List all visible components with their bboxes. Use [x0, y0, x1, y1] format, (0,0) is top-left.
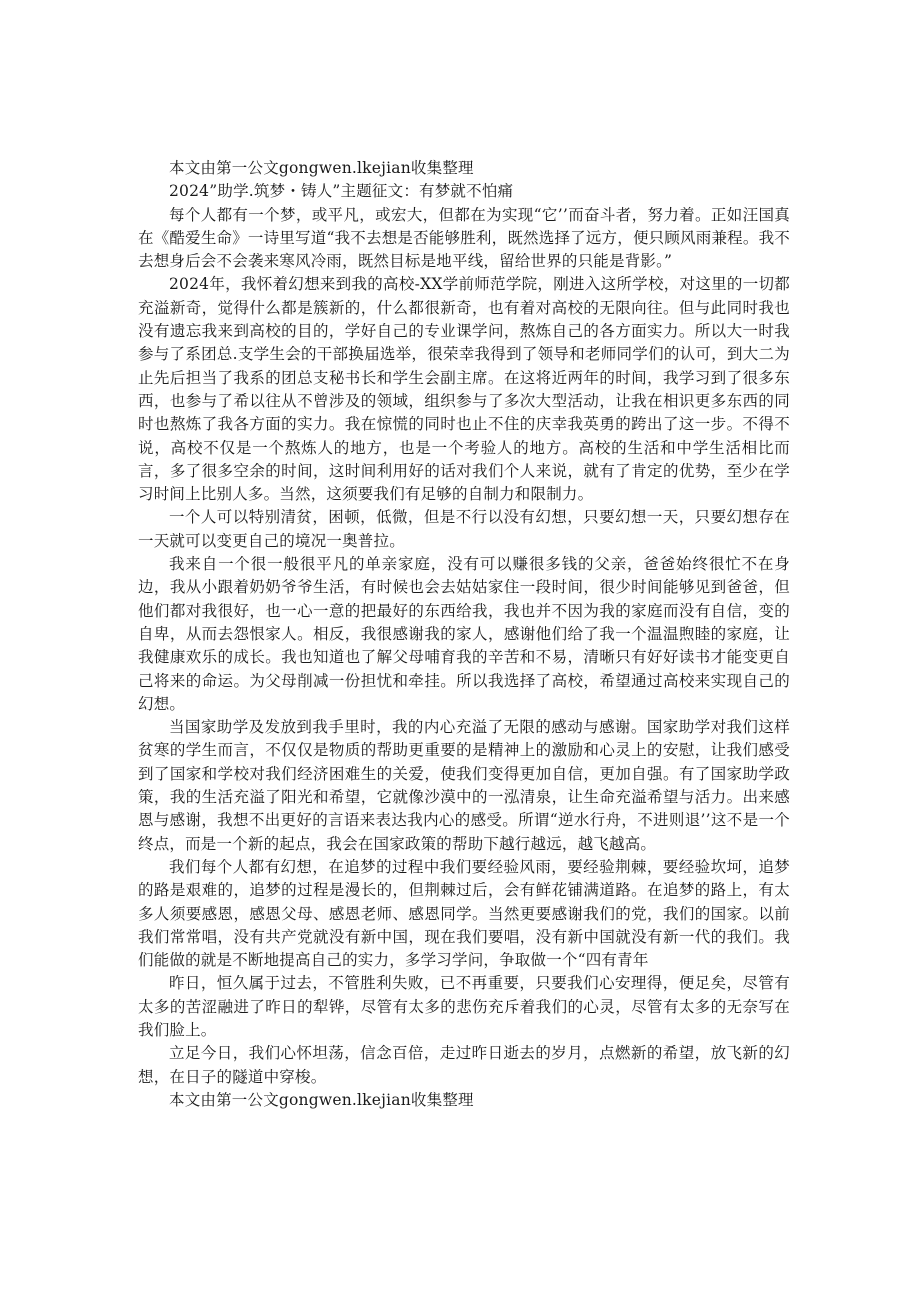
paragraph: 我们每个人都有幻想，在追梦的过程中我们要经验风雨，要经验荆棘，要经验坎坷，追梦的路是艰难的，追梦的过程是漫长的，但荆棘过后，会有鲜花铺满道路。在追梦的路上，有太多人须要感恩，感恩父母、感恩老师、感恩同学。当然更要感谢我们的党，我们的国家。以前我们常常唱，没有共产党就没有新中国，现在我们要唱，没有新中国就没有新一代的我们。我们能做的就是不断地提高自己的实力，多学习学问，争取做一个“四有青年 [138, 857, 790, 970]
paragraph: 立足今日，我们心怀坦荡，信念百倍，走过昨日逝去的岁月，点燃新的希望，放飞新的幻想，在日子的隧道中穿梭。 [138, 1044, 790, 1086]
document-title: 2024”助学.筑梦・铸人”主题征文：有梦就不怕痛 [169, 182, 514, 201]
paragraph: 我来自一个很一般很平凡的单亲家庭，没有可以赚很多钱的父亲，爸爸始终很忙不在身边，我从小跟着奶奶爷爷生活，有时候也会去姑姑家住一段时间，很少时间能够见到爸爸，但他们都对我很好，也一心一意的把最好的东西给我，我也并不因为我的家庭而没有自信，变的自卑，从而去怨恨家人。相反，我很感谢我的家人，感谢他们给了我一个温温煦睦的家庭，让我健康欢乐的成长。我也知道也了解父母哺育我的辛苦和不易，清晰只有好好读书才能变更自己将来的命运。为父母削减一份担忧和牵挂。所以我选择了高校，希望通过高校来实现自己的幻想。 [138, 555, 790, 713]
paragraph: 当国家助学及发放到我手里时，我的内心充溢了无限的感动与感谢。国家助学对我们这样贫寒的学生而言，不仅仅是物质的帮助更重要的是精神上的激励和心灵上的安慰，让我们感受到了国家和学校对我们经济困难生的关爱，使我们变得更加自信，更加自强。有了国家助学政策，我的生活充溢了阳光和希望，它就像沙漠中的一泓清泉，让生命充溢希望与活力。出来感恩与感谢，我想不出更好的言语来表达我内心的感受。所谓“逆水行舟，不进则退’’这不是一个终点，而是一个新的起点，我会在国家政策的帮助下越行越远，越飞越高。 [138, 718, 790, 853]
source-note-header: 本文由第一公文gongwen.lkejian收集整理 [169, 159, 474, 177]
paragraph: 每个人都有一个梦，或平凡，或宏大，但都在为实现“它’’而奋斗者，努力着。正如汪国真在《酷爱生命》一诗里写道“我不去想是否能够胜利，既然选择了远方，便只顾风雨兼程。我不去想身后会不会袭来寒风冷雨，既然目标是地平线，留给世界的只能是背影。” [138, 205, 790, 271]
paragraph: 2024年，我怀着幻想来到我的高校-XX学前师范学院，刚进入这所学校，对这里的一切都充溢新奇，觉得什么都是簇新的，什么都很新奇，也有着对高校的无限向往。但与此同时我也没有遗忘我来到高校的目的，学好自己的专业课学问，熬炼自己的各方面实力。所以大一时我参与了系团总.支学生会的干部换届选举，很荣幸我得到了领导和老师同学们的认可，到大二为止先后担当了我系的团总支秘书长和学生会副主席。在这将近两年的时间，我学习到了很多东西，也参与了希以往从不曾涉及的领域，组织参与了多次大型活动，让我在相识更多东西的同时也熬炼了我各方面的实力。我在惊慌的同时也止不住的庆幸我英勇的跨出了这一步。不得不说，高校不仅是一个熬炼人的地方，也是一个考验人的地方。高校的生活和中学生活相比而言，多了很多空余的时间，这时间利用好的话对我们个人来说，就有了肯定的优势，至少在学习时间上比别人多。当然，这须要我们有足够的自制力和限制力。 [138, 275, 790, 504]
paragraph: 昨日，恒久属于过去，不管胜利失败，已不再重要，只要我们心安理得，便足矣，尽管有太多的苦涩融进了昨日的犁铧，尽管有太多的悲伤充斥着我们的心灵，尽管有太多的无奈写在我们脸上。 [138, 974, 790, 1039]
paragraph: 一个人可以特别清贫，困顿，低微，但是不行以没有幻想，只要幻想一天，只要幻想存在一天就可以变更自己的境况一奥普拉。 [138, 508, 790, 550]
document-body [138, 157, 790, 1112]
source-note-footer: 本文由第一公文gongwen.lkejian收集整理 [169, 1090, 474, 1109]
